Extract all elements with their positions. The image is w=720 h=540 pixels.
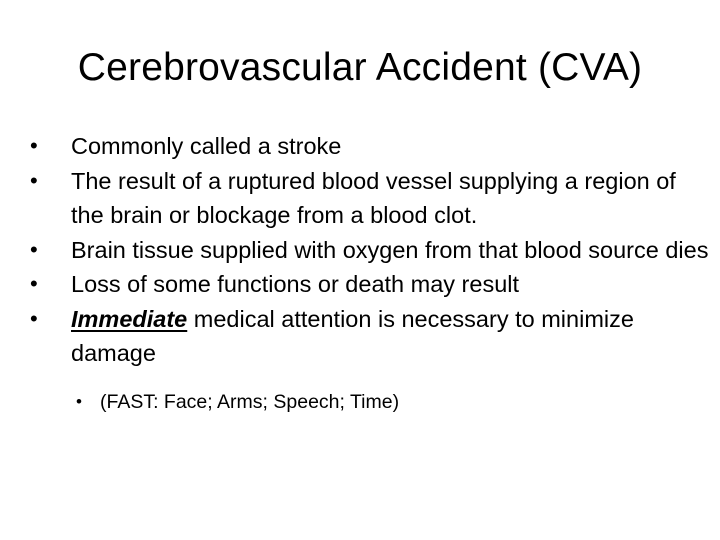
bullet-text: Brain tissue supplied with oxygen from that blood source dies bbox=[71, 236, 709, 263]
bullet-text: medical attention is necessary to minimize damage bbox=[71, 305, 634, 366]
bullet-dot-icon: • bbox=[30, 271, 38, 296]
bullet-dot-icon: • bbox=[30, 167, 38, 193]
bullet-dot-icon: • bbox=[30, 305, 38, 331]
bullet-item bbox=[30, 164, 710, 233]
bullet-dot-icon: • bbox=[30, 133, 38, 158]
bullet-item bbox=[30, 129, 710, 164]
bullet-emphasis: Immediate bbox=[71, 305, 188, 332]
bullet-item bbox=[30, 233, 710, 268]
bullet-text: The result of a ruptured blood vessel supplying a region of the brain or blockage from a blood clot. bbox=[71, 167, 676, 228]
slide-title: Cerebrovascular Accident (CVA) bbox=[77, 46, 643, 89]
sub-bullet-item bbox=[30, 388, 710, 416]
bullet-text: Loss of some functions or death may result bbox=[71, 271, 520, 297]
bullet-text: Commonly called a stroke bbox=[71, 133, 342, 159]
bullet-dot-icon: • bbox=[30, 236, 38, 262]
sub-bullet-text: (FAST: Face; Arms; Speech; Time) bbox=[100, 390, 400, 413]
bullet-item bbox=[30, 302, 710, 371]
bullet-item bbox=[30, 267, 710, 302]
sub-bullet-dot-icon: • bbox=[76, 391, 82, 411]
bullet-list bbox=[30, 129, 710, 416]
